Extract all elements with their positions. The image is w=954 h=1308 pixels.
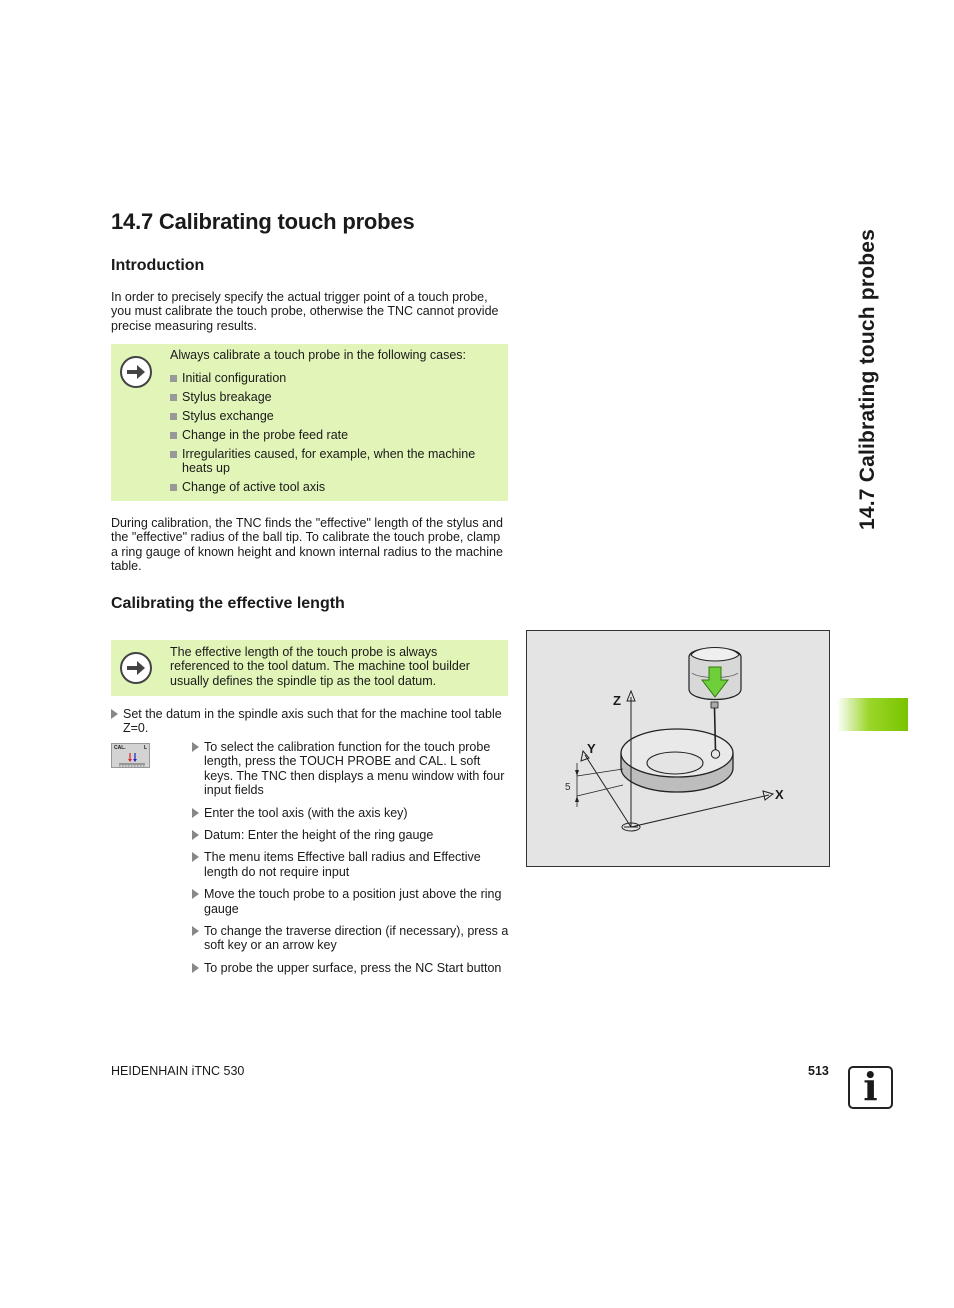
triangle-bullet-icon (192, 808, 199, 818)
calibration-paragraph: During calibration, the TNC finds the "effective" length of the stylus and the "effective" radius of the ball tip. To calibrate the touch probe, clamp a ring gauge of known height and known internal radius to the machine table. (111, 516, 503, 574)
footer-product: HEIDENHAIN iTNC 530 (111, 1064, 245, 1078)
list-item: Stylus exchange (170, 409, 500, 423)
list-item (192, 740, 510, 798)
triangle-bullet-icon (111, 709, 118, 719)
step-text: To probe the upper surface, press the NC Start button (204, 960, 502, 975)
triangle-bullet-icon (192, 926, 199, 936)
cal-l-softkey[interactable] (111, 743, 150, 768)
step-text: To change the traverse direction (if necessary), press a soft key or an arrow key (204, 924, 509, 953)
softkey-label-left: CAL. (114, 745, 126, 751)
step-text: Move the touch probe to a position just above the ring gauge (204, 887, 502, 916)
step-text: The menu items Effective ball radius and Effective length do not require input (204, 850, 481, 879)
calibration-step-list (192, 740, 510, 975)
note-box-calibration-cases (111, 344, 508, 501)
info-icon-letter: i (863, 1064, 878, 1109)
list-item (192, 887, 510, 916)
arrow-right-icon (120, 356, 152, 388)
list-item: Change in the probe feed rate (170, 428, 500, 442)
list-item: Initial configuration (170, 371, 500, 385)
list-item (192, 961, 510, 975)
list-item: Stylus breakage (170, 390, 500, 404)
section-heading-effective-length: Calibrating the effective length (111, 595, 345, 612)
list-item (192, 850, 510, 879)
triangle-bullet-icon (192, 963, 199, 973)
x-axis-label: X (775, 787, 784, 802)
step-text: Set the datum in the spindle axis such that for the machine tool table Z=0. (123, 707, 502, 736)
page-title: 14.7 Calibrating touch probes (111, 209, 415, 234)
arrow-right-icon (120, 652, 152, 684)
triangle-bullet-icon (192, 830, 199, 840)
chapter-tab-marker (837, 698, 908, 731)
list-item: Change of active tool axis (170, 480, 500, 494)
page-number: 513 (808, 1064, 829, 1078)
note-lead: Always calibrate a touch probe in the following cases: (170, 348, 466, 362)
calibration-case-list (170, 371, 500, 499)
chapter-side-title: 14.7 Calibrating touch probes (856, 228, 879, 530)
section-heading-introduction: Introduction (111, 257, 205, 274)
list-item: Irregularities caused, for example, when the machine heats up (170, 447, 500, 476)
softkey-label-right: L (144, 745, 148, 751)
height-dimension-label: 5 (565, 782, 571, 793)
ring-gauge-illustration (527, 631, 829, 866)
list-item (192, 806, 510, 820)
info-icon (848, 1066, 893, 1109)
step-text: Datum: Enter the height of the ring gauge (204, 828, 434, 843)
datum-step (111, 707, 521, 736)
triangle-bullet-icon (192, 889, 199, 899)
note-box-tool-datum (111, 640, 508, 696)
y-axis-label: Y (587, 741, 596, 756)
list-item (192, 924, 510, 953)
step-text: To select the calibration function for the touch probe length, press the TOUCH PROBE and CAL. L soft keys. The TNC then displays a menu window with four input fields (204, 740, 505, 798)
z-axis-label: Z (613, 693, 621, 708)
note-text: The effective length of the touch probe is always referenced to the tool datum. The machine tool builder usually defines the spindle tip as the tool datum. (170, 645, 470, 688)
list-item (192, 828, 510, 842)
intro-paragraph: In order to precisely specify the actual trigger point of a touch probe, you must calibrate the touch probe, otherwise the TNC cannot provide precise measuring results. (111, 290, 499, 333)
triangle-bullet-icon (192, 742, 199, 752)
ring-gauge-figure (526, 630, 830, 867)
step-text: Enter the tool axis (with the axis key) (204, 805, 408, 820)
triangle-bullet-icon (192, 852, 199, 862)
probe-length-icon (117, 753, 147, 767)
